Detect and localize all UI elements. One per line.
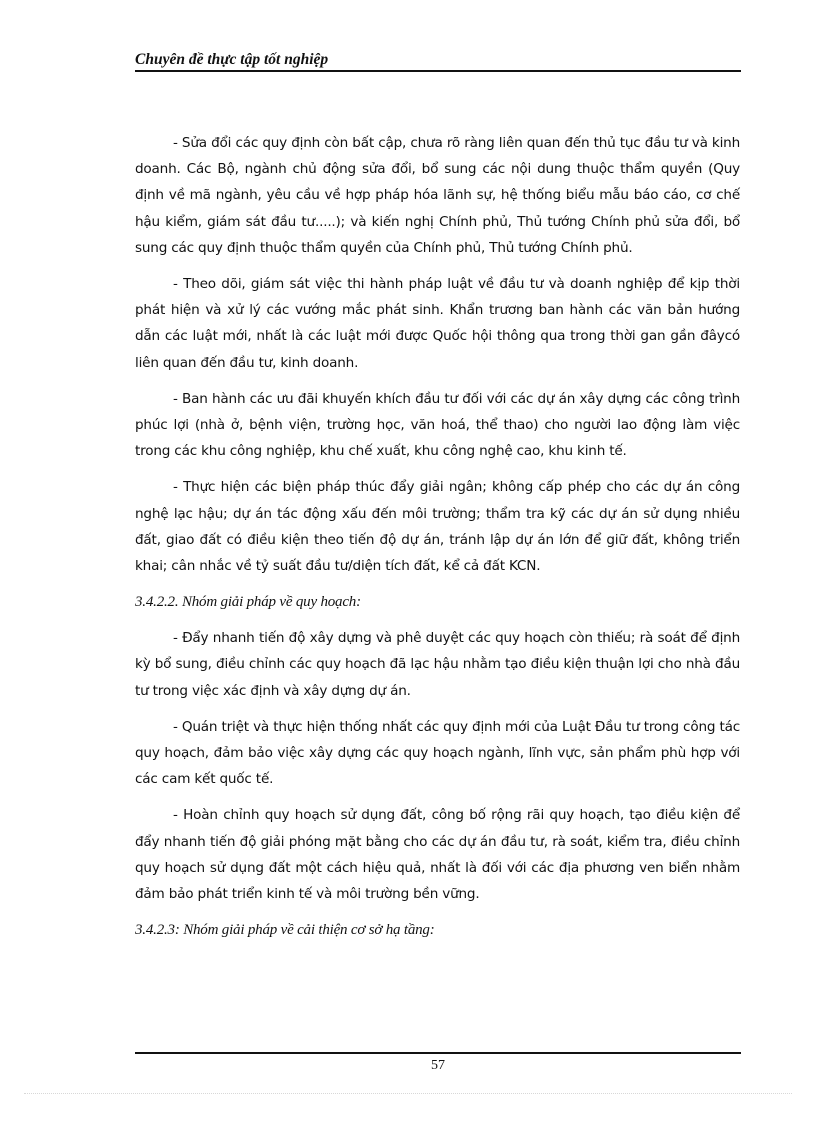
section-heading-3-4-2-3: 3.4.2.3: Nhóm giải pháp về cải thiện cơ sở hạ tầng: — [135, 922, 435, 939]
paragraph-7: - Hoàn chỉnh quy hoạch sử dụng đất, công bố rộng rãi quy hoạch, tạo điều kiện để đẩy nhanh tiến độ giải phóng mặt bằng cho các dự án đầu tư, rà soát, kiểm tra, điều chỉnh quy hoạch sử dụng đất một cách hiệu quả, nhất là đối với các địa phương ven biển nhằm đảm bảo phát triển kinh tế và môi trường bền vững. — [135, 807, 740, 903]
footer-divider — [135, 1052, 741, 1054]
page-number: 57 — [431, 1058, 445, 1073]
section-heading-3-4-2-2: 3.4.2.2. Nhóm giải pháp về quy hoạch: — [135, 594, 361, 611]
paragraph-1: - Sửa đổi các quy định còn bất cập, chưa rõ ràng liên quan đến thủ tục đầu tư và kinh doanh. Các Bộ, ngành chủ động sửa đổi, bổ sung các nội dung thuộc thẩm quyền (Quy định về mã ngành, yêu cầu về hợp pháp hóa lãnh sự, hệ thống biểu mẫu báo cáo, cơ chế hậu kiểm, giám sát đầu tư.....); và kiến nghị Chính phủ, Thủ tướng Chính phủ sửa đổi, bổ sung các quy định thuộc thẩm quyền của Chính phủ, Thủ tướng Chính phủ. — [135, 135, 740, 256]
header-divider — [135, 70, 741, 72]
paragraph-4: - Thực hiện các biện pháp thúc đẩy giải ngân; không cấp phép cho các dự án công nghệ lạc hậu; dự án tác động xấu đến môi trường; thẩm tra kỹ các dự án sử dụng nhiều đất, giao đất có điều kiện theo tiến độ dự án, tránh lập dự án lớn để giữ đất, không triển khai; cân nhắc về tỷ suất đầu tư/diện tích đất, kể cả đất KCN. — [135, 479, 740, 575]
paragraph-3: - Ban hành các ưu đãi khuyến khích đầu tư đối với các dự án xây dựng các công trình phúc lợi (nhà ở, bệnh viện, trường học, văn hoá, thể thao) cho người lao động làm việc trong các khu công nghiệp, khu chế xuất, khu công nghệ cao, khu kinh tế. — [135, 390, 740, 460]
paragraph-2: - Theo dõi, giám sát việc thi hành pháp luật về đầu tư và doanh nghiệp để kịp thời phát hiện và xử lý các vướng mắc phát sinh. Khẩn trương ban hành các văn bản hướng dẫn các luật mới, nhất là các luật mới được Quốc hội thông qua trong thời gan gần đâycó liên quan đến đầu tư, kinh doanh. — [135, 276, 740, 371]
document-body — [135, 130, 740, 953]
page-edge-divider — [24, 1093, 792, 1094]
paragraph-6: - Quán triệt và thực hiện thống nhất các quy định mới của Luật Đầu tư trong công tác quy hoạch, đảm bảo việc xây dựng các quy hoạch ngành, lĩnh vực, sản phẩm phù hợp với các cam kết quốc tế. — [135, 718, 740, 788]
page-header-title: Chuyên đề thực tập tốt nghiệp — [135, 51, 329, 68]
paragraph-5: - Đẩy nhanh tiến độ xây dựng và phê duyệt các quy hoạch còn thiếu; rà soát để định kỳ bổ sung, điều chỉnh các quy hoạch đã lạc hậu nhằm tạo điều kiện thuận lợi cho nhà đầu tư trong việc xác định và xây dựng dự án. — [135, 630, 740, 699]
